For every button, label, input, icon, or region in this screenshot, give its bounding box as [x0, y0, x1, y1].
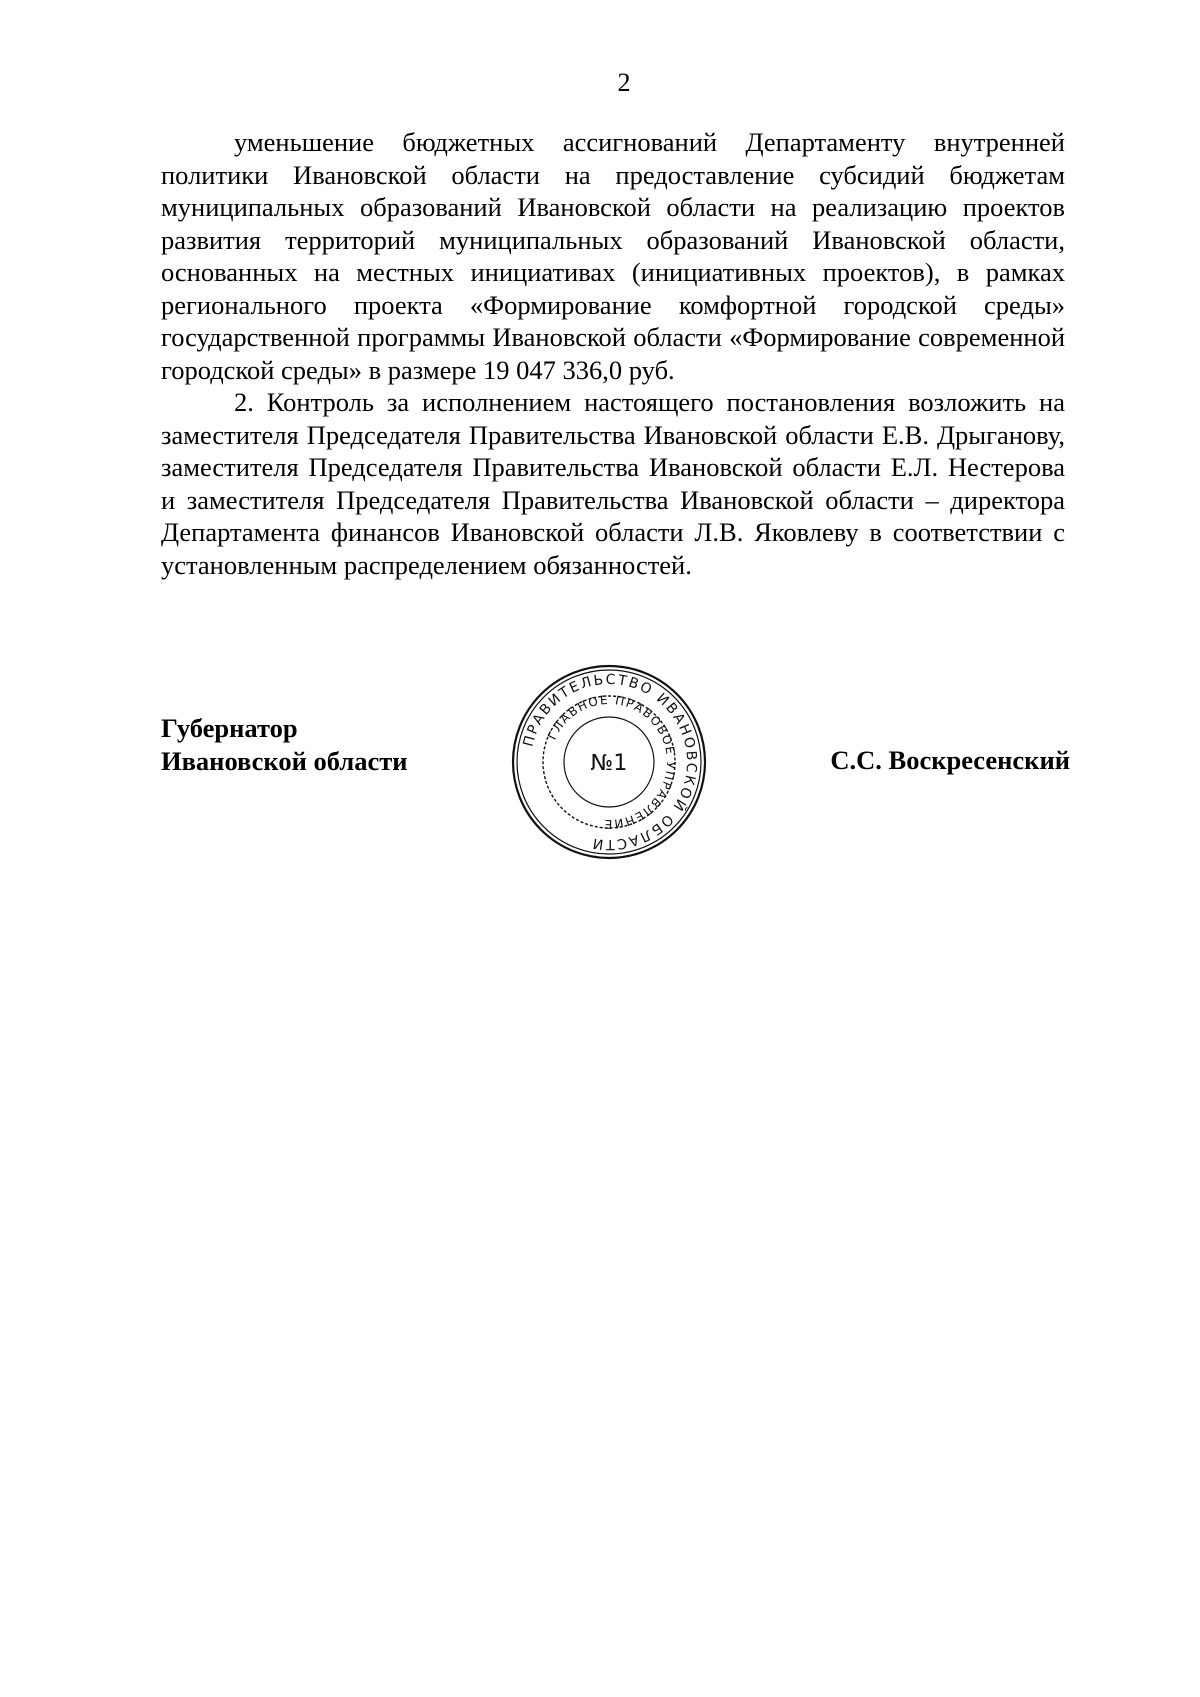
seal-center-number: №1 — [590, 751, 628, 776]
signatory-position — [161, 712, 408, 777]
official-seal-stamp — [509, 662, 709, 862]
seal-inner-text: ГЛАВНОЕ ПРАВОВОЕ УПРАВЛЕНИЕ — [545, 692, 679, 832]
signatory-name: С.С. Воскресенский — [830, 745, 1070, 775]
page-number: 2 — [617, 68, 631, 97]
paragraph-budget-reduction: уменьшение бюджетных ассигнований Департаменту внутренней политики Ивановской области на предоставление субсидий бюджетам муниципальных образований Ивановской области на реализацию проектов развития территорий муниципальных образований Ивановской области, основанных на местных инициативах (инициативных проектов), в рамках регионального проекта «Формирование комфортной городской среды» государственной программы Ивановской области «Формирование современной городской среды» в размере 19 047 336,0 руб. — [161, 127, 1065, 385]
seal-graphic — [509, 662, 709, 862]
document-body — [161, 126, 1065, 581]
signatory-position-line-2: Ивановской области — [161, 745, 408, 776]
signatory-position-line-1: Губернатор — [161, 713, 298, 743]
signature-block — [0, 660, 1200, 880]
paragraph-control-clause: 2. Контроль за исполнением настоящего постановления возложить на заместителя Председателя Правительства Ивановской области Е.В. Дрыганову, заместителя Председателя Правительства Ивановской области Е.Л. Нестерова и заместителя Председателя Правительства Ивановской области – директора Департамента финансов Ивановской области Л.В. Яковлеву в соответствии с установленным распределением обязанностей. — [161, 387, 1065, 580]
seal-outer-text: ПРАВИТЕЛЬСТВО ИВАНОВСКОЙ ОБЛАСТИ — [520, 671, 700, 853]
